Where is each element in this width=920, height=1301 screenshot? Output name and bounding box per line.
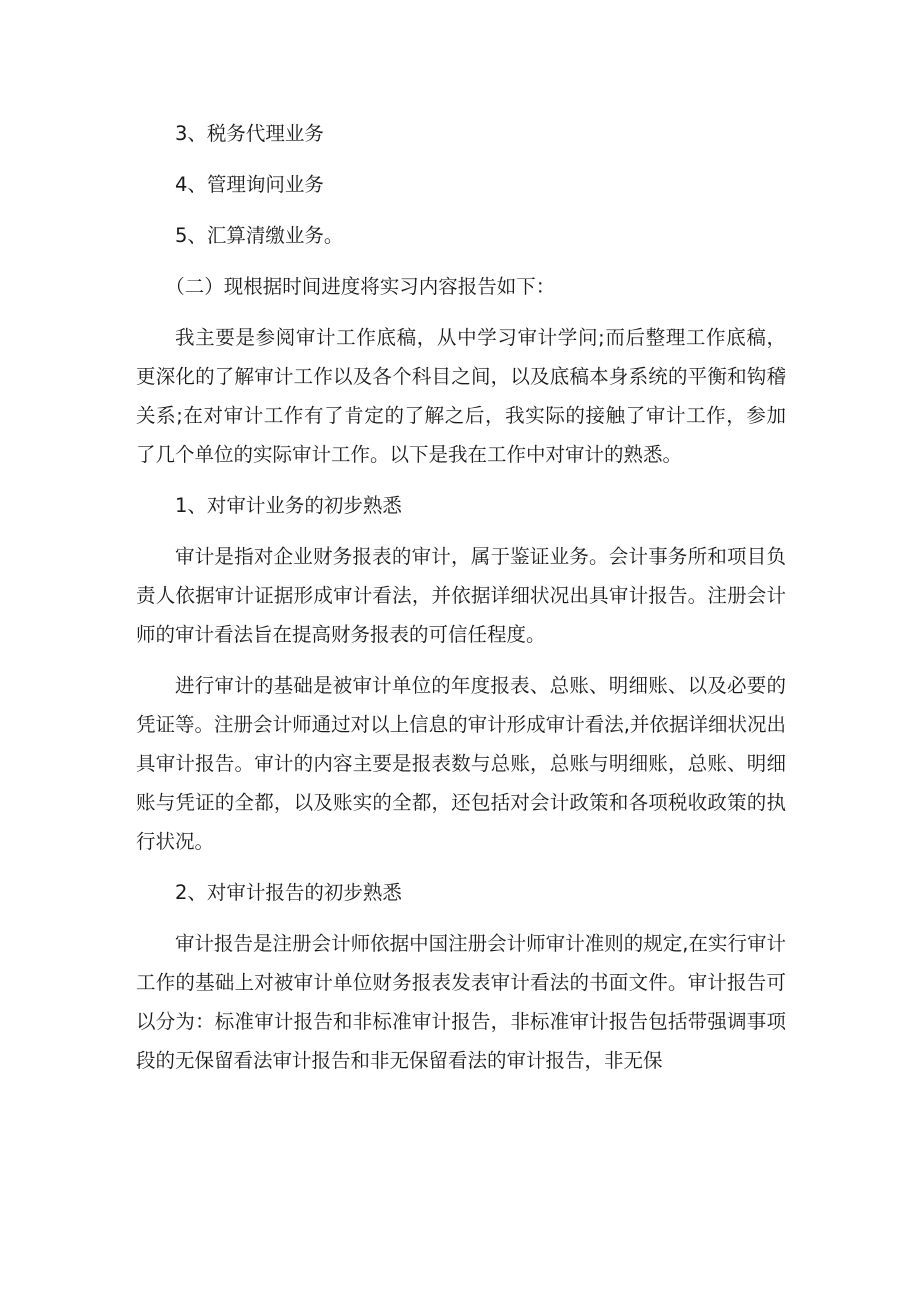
subheading-audit-business: 1、对审计业务的初步熟悉: [175, 494, 402, 517]
subheading-audit-report: 2、对审计报告的初步熟悉: [175, 881, 402, 904]
list-item-tax-agency: 3、税务代理业务: [175, 122, 324, 145]
section-heading: （二）现根据时间进度将实习内容报告如下：: [165, 275, 556, 298]
list-item-tax-settlement: 5、汇算清缴业务。: [175, 224, 344, 247]
intro-paragraph: 我主要是参阅审计工作底稿，从中学习审计学问;而后整理工作底稿，更深化的了解审计工作以及各个科目之间，以及底稿本身系统的平衡和钩稽关系;在对审计工作有了肯定的了解之后，我实际的接触了审计工作，参加了几个单位的实际审计工作。以下是我在工作中对审计的熟悉。: [136, 326, 786, 466]
list-item-management-consulting: 4、管理询问业务: [175, 173, 324, 196]
audit-basis-paragraph: 进行审计的基础是被审计单位的年度报表、总账、明细账、以及必要的凭证等。注册会计师通过对以上信息的审计形成审计看法,并依据详细状况出具审计报告。审计的内容主要是报表数与总账，总账与明细账，总账、明细账与凭证的全都，以及账实的全都，还包括对会计政策和各项税收政策的执行状况。: [136, 674, 786, 853]
audit-report-paragraph: 审计报告是注册会计师依据中国注册会计师审计准则的规定,在实行审计工作的基础上对被审计单位财务报表发表审计看法的书面文件。审计报告可以分为：标准审计报告和非标准审计报告，非标准审计报告包括带强调事项段的无保留看法审计报告和非无保留看法的审计报告，非无保: [136, 932, 786, 1072]
document-body: [136, 114, 786, 1092]
audit-definition-paragraph: 审计是指对企业财务报表的审计，属于鉴证业务。会计事务所和项目负责人依据审计证据形成审计看法，并依据详细状况出具审计报告。注册会计师的审计看法旨在提高财务报表的可信任程度。: [136, 545, 786, 646]
